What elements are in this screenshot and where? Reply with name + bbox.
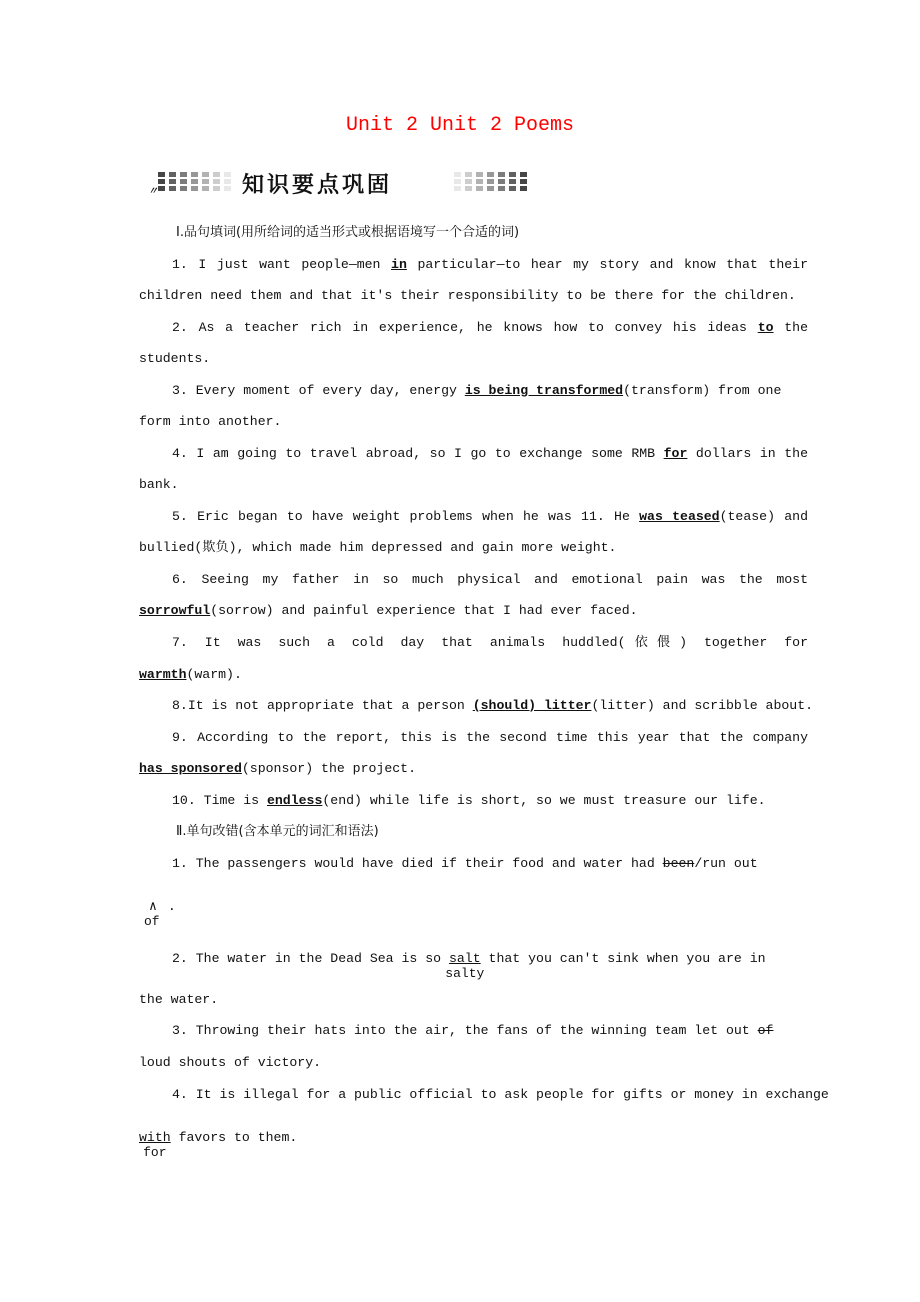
sentence-text: 3. Throwing their hats into the air, the fans of the winning team let out [172, 1023, 758, 1038]
banner-square [158, 179, 165, 184]
banner-square [498, 172, 505, 177]
section1-item-5-line [139, 539, 616, 557]
section1-item-1-line [172, 256, 808, 274]
sentence-text: (sponsor) the project. [241, 761, 416, 776]
answer-text: endless [266, 793, 323, 808]
error-text: with [139, 1130, 171, 1145]
sentence-text: 7. It was such a cold day that animals huddled(依偎) together for [172, 635, 808, 650]
sentence-text: 1. The passengers would have died if their food and water had [172, 856, 663, 871]
banner-square [487, 172, 494, 177]
banner-square [202, 179, 209, 184]
banner-square [520, 172, 527, 177]
banner-square [465, 172, 472, 177]
section1-item-8-line [172, 697, 813, 715]
document-title: Unit 2 Unit 2 Poems [345, 114, 575, 137]
sentence-text: /run out [694, 856, 758, 871]
answer-text: sorrowful [139, 603, 211, 618]
section1-item-6-line [139, 602, 638, 620]
banner-square [202, 172, 209, 177]
section1-item-9-line [139, 760, 416, 778]
banner-square [454, 179, 461, 184]
banner-square [520, 186, 527, 191]
banner-square [224, 186, 231, 191]
sentence-text: the water. [139, 992, 219, 1007]
section2-item-4-line [139, 1129, 298, 1160]
sentence-text: (end) while life is short, so we must treasure our life. [322, 793, 766, 808]
deleted-word: of [757, 1023, 774, 1038]
section1-item-6-line [172, 571, 808, 589]
section-banner [146, 168, 526, 196]
banner-square [202, 186, 209, 191]
answer-text: is being transformed [464, 383, 624, 398]
banner-square [476, 179, 483, 184]
sentence-text: favors to them. [170, 1130, 298, 1145]
caret-mark: ∧ [149, 899, 157, 914]
answer-text: warmth [139, 667, 187, 682]
section-heading: Ⅰ.品句填词(用所给词的适当形式或根据语境写一个合适的词) [176, 225, 520, 240]
sentence-text: 8.It is not appropriate that a person [172, 698, 473, 713]
sentence-text: (litter) and scribble about. [591, 698, 814, 713]
section2-item-1-line [172, 855, 758, 873]
banner-square [465, 179, 472, 184]
sentence-text: dollars in the [687, 446, 808, 461]
sentence-text: particular—to hear my story and know that their [406, 257, 808, 272]
sentence-text: (tease) and [719, 509, 808, 524]
section1-item-2-line [139, 350, 210, 368]
section-heading: Ⅱ.单句改错(含本单元的词汇和语法) [176, 824, 379, 839]
sentence-text: 9. According to the report, this is the second time this year that the company [172, 730, 808, 745]
section2-item-2-line [139, 991, 218, 1009]
sentence-text: the [773, 320, 809, 335]
section2-item-3-line [172, 1022, 773, 1040]
section1-item-3-line [139, 413, 281, 431]
banner-square [454, 186, 461, 191]
section2-item-4-line [172, 1086, 829, 1104]
sentence-text: bank. [139, 477, 179, 492]
sentence-text: form into another. [139, 414, 282, 429]
sentence-text: 4. I am going to travel abroad, so I go to exchange some RMB [172, 446, 664, 461]
error-word [139, 1129, 171, 1160]
banner-title: 知识要点巩固 [242, 173, 393, 198]
sentence-text: 1. I just want people—men [172, 257, 392, 272]
section1-item-7-line [139, 666, 242, 684]
section2-item-1-line [144, 898, 176, 929]
banner-square [509, 172, 516, 177]
sentence-text: bullied(欺负), which made him depressed and gain more weight. [139, 540, 617, 555]
banner-square [180, 172, 187, 177]
banner-square [191, 172, 198, 177]
sentence-text: (transform) from one [623, 383, 782, 398]
answer-text: (should) litter [472, 698, 592, 713]
section1-item-4-line [172, 445, 808, 463]
banner-square [158, 186, 165, 191]
sentence-text: . [160, 899, 176, 914]
banner-square [487, 186, 494, 191]
banner-square [498, 179, 505, 184]
banner-square [191, 179, 198, 184]
banner-mark-icon: 〃 [148, 187, 158, 198]
banner-square [180, 186, 187, 191]
sentence-text: students. [139, 351, 211, 366]
sentence-text: 5. Eric began to have weight problems when he was 11. He [172, 509, 640, 524]
banner-square [465, 186, 472, 191]
section1-item-5-line [172, 508, 808, 526]
section1-item-2-line [172, 319, 808, 337]
sentence-text: that you can't sink when you are in [480, 951, 766, 966]
banner-square [509, 179, 516, 184]
section1-item-10-line [172, 792, 766, 810]
section2-item-2-line [172, 950, 766, 981]
banner-square [498, 186, 505, 191]
sentence-text: children need them and that it's their responsibility to be there for the children. [139, 288, 796, 303]
sentence-text: 4. It is illegal for a public official to ask people for gifts or money in exchange [172, 1087, 829, 1102]
sentence-text: (sorrow) and painful experience that I had ever faced. [210, 603, 638, 618]
section1-item-7-line [172, 634, 808, 652]
banner-square [169, 172, 176, 177]
section1-item-1-line [139, 287, 796, 305]
sentence-text: 2. As a teacher rich in experience, he knows how to convey his ideas [172, 320, 758, 335]
answer-text: for [663, 446, 688, 461]
banner-square [224, 179, 231, 184]
banner-square [476, 186, 483, 191]
banner-square [213, 179, 220, 184]
sentence-text: 10. Time is [172, 793, 267, 808]
answer-text: to [757, 320, 774, 335]
sentence-text: 6. Seeing my father in so much physical and emotional pain was the most [172, 572, 808, 587]
correction-word: of [144, 914, 160, 929]
deleted-word: been [662, 856, 695, 871]
banner-square [169, 186, 176, 191]
section1-item-9-line [172, 729, 808, 747]
banner-square [191, 186, 198, 191]
banner-square [520, 179, 527, 184]
banner-squares-right [454, 172, 527, 191]
sentence-text: (warm). [186, 667, 242, 682]
section1-item-3-line [172, 382, 781, 400]
error-text: salt [448, 951, 481, 966]
sentence-text: 2. The water in the Dead Sea is so [172, 951, 449, 966]
answer-text: in [391, 257, 407, 272]
banner-square [487, 179, 494, 184]
section2-item-3-line [139, 1054, 321, 1072]
banner-square [180, 179, 187, 184]
section1-item-4-line [139, 476, 179, 494]
answer-text: has sponsored [139, 761, 242, 776]
insertion-caret [144, 898, 160, 929]
banner-square [509, 186, 516, 191]
banner-square [158, 172, 165, 177]
banner-square [213, 172, 220, 177]
answer-text: was teased [639, 509, 720, 524]
banner-square [224, 172, 231, 177]
error-word [445, 950, 485, 981]
banner-square [169, 179, 176, 184]
banner-square [454, 172, 461, 177]
banner-squares-left [158, 172, 231, 191]
sentence-text: loud shouts of victory. [139, 1055, 322, 1070]
banner-square [476, 172, 483, 177]
correction-word: for [143, 1145, 167, 1160]
banner-square [213, 186, 220, 191]
correction-word: salty [445, 966, 485, 981]
sentence-text: 3. Every moment of every day, energy [172, 383, 465, 398]
